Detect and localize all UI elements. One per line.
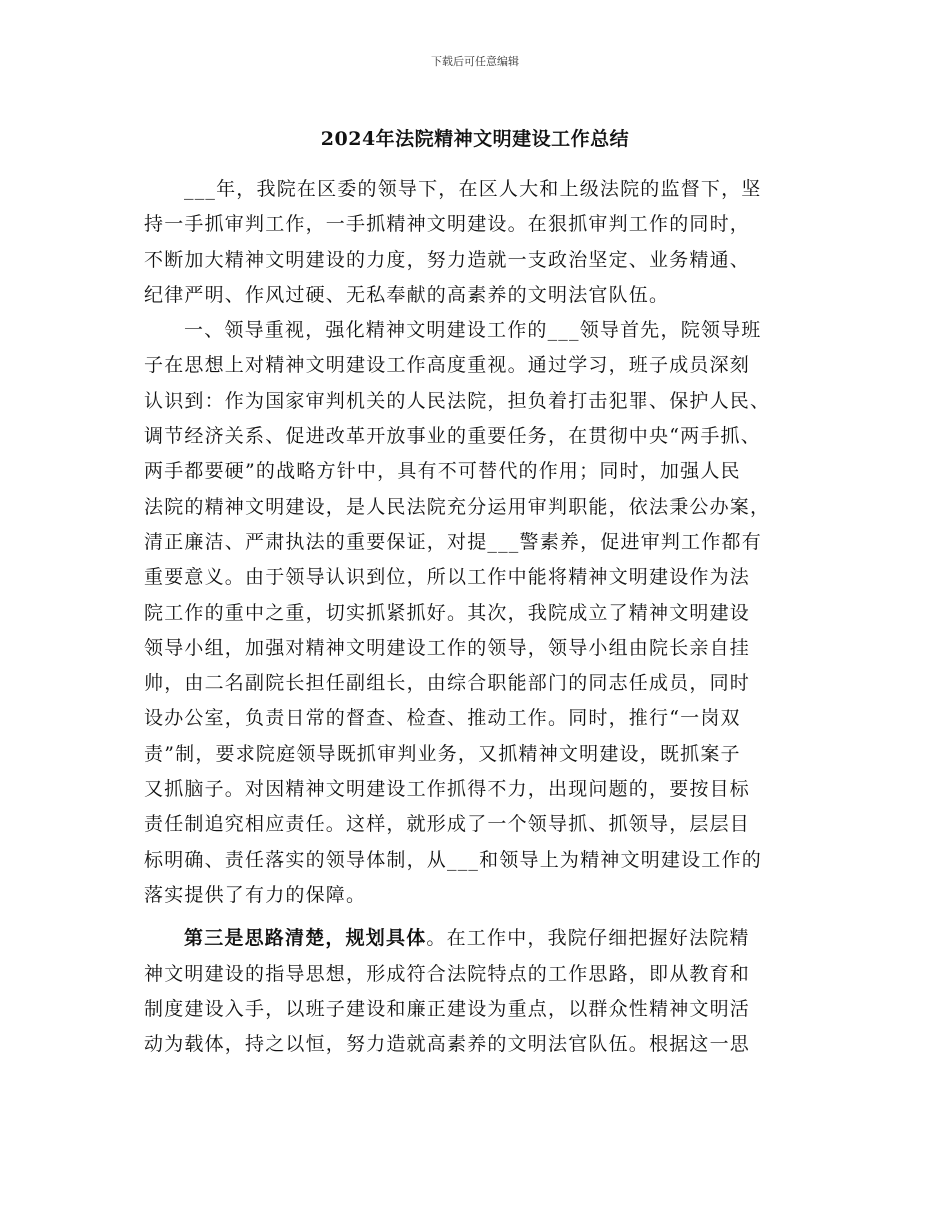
paragraph-line: 院工作的重中之重，切实抓紧抓好。其次，我院成立了精神文明建设	[144, 601, 751, 624]
paragraph-line: 责”制，要求院庭领导既抓审判业务，又抓精神文明建设，既抓案子	[144, 742, 741, 765]
document-body	[144, 172, 814, 1062]
paragraph-line: 领导小组，加强对精神文明建设工作的领导，领导小组由院长亲自挂	[144, 636, 751, 659]
paragraph-lead-text: 。在工作中，我院仔细把握好法院精	[426, 927, 750, 950]
paragraph-line: 标明确、责任落实的领导体制，从___和领导上为精神文明建设工作的	[144, 848, 762, 871]
paragraph-2	[144, 313, 814, 913]
paragraph-line: 不断加大精神文明建设的力度，努力造就一支政治坚定、业务精通、	[144, 248, 751, 271]
paragraph-line	[144, 921, 814, 956]
paragraph-line: 帅，由二名副院长担任副组长，由综合职能部门的同志任成员，同时	[144, 672, 751, 695]
paragraph-line: 落实提供了有力的保障。	[144, 883, 367, 906]
paragraph-line: 神文明建设的指导思想，形成符合法院特点的工作思路，即从教育和	[144, 962, 751, 985]
paragraph-line: 制度建设入手，以班子建设和廉正建设为重点，以群众性精神文明活	[144, 997, 751, 1020]
paragraph-line: 调节经济关系、促进改革开放事业的重要任务，在贯彻中央“两手抓、	[144, 425, 761, 448]
paragraph-line: 重要意义。由于领导认识到位，所以工作中能将精神文明建设作为法	[144, 566, 751, 589]
paragraph-line: 动为载体，持之以恒，努力造就高素养的文明法官队伍。根据这一思	[144, 1033, 751, 1056]
paragraph-line: 一、领导重视，强化精神文明建设工作的___领导首先，院领导班	[184, 319, 762, 342]
paragraph-line: 两手都要硬”的战略方针中，具有不可替代的作用；同时，加强人民	[144, 460, 741, 483]
paragraph-heading: 第三是思路清楚，规划具体	[184, 927, 427, 950]
paragraph-line: 又抓脑子。对因精神文明建设工作抓得不力，出现问题的，要按目标	[144, 778, 751, 801]
paragraph-line: 持一手抓审判工作，一手抓精神文明建设。在狠抓审判工作的同时，	[144, 213, 751, 236]
document-title: 2024年法院精神文明建设工作总结	[320, 128, 630, 150]
paragraph-1	[144, 172, 814, 313]
paragraph-line: 纪律严明、作风过硬、无私奉献的高素养的文明法官队伍。	[144, 283, 670, 306]
paragraph-line: 责任制追究相应责任。这样，就形成了一个领导抓、抓领导，层层目	[144, 813, 751, 836]
paragraph-line: 设办公室，负责日常的督查、检查、推动工作。同时，推行“一岗双	[144, 707, 741, 730]
paragraph-3	[144, 921, 814, 1062]
paragraph-line: 法院的精神文明建设，是人民法院充分运用审判职能，依法秉公办案，	[144, 495, 771, 518]
paragraph-line: 子在思想上对精神文明建设工作高度重视。通过学习，班子成员深刻	[144, 354, 751, 377]
paragraph-line: 清正廉洁、严肃执法的重要保证，对提___警素养，促进审判工作都有	[144, 530, 762, 553]
paragraph-line: 认识到：作为国家审判机关的人民法院，担负着打击犯罪、保护人民、	[144, 389, 771, 412]
header-note: 下载后可任意编辑	[431, 55, 519, 68]
paragraph-line: ___年，我院在区委的领导下，在区人大和上级法院的监督下，坚	[184, 178, 762, 200]
